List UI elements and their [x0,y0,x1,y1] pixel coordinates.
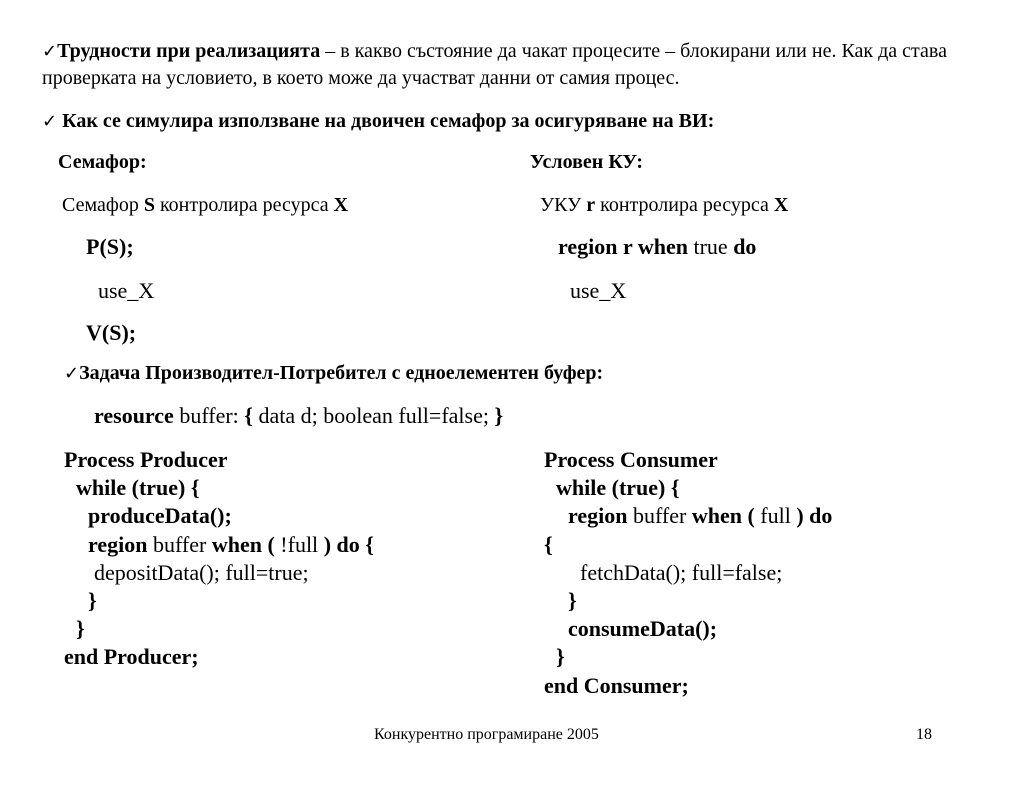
producer-line-2: while (true) { [76,475,200,501]
checkmark-icon: ✓ [64,363,80,384]
producer-line-4 [64,531,374,559]
resource-fields: data d; boolean full=false; [252,403,495,428]
semaphore-var: S [143,194,155,216]
semaphore-resource: X [333,194,349,216]
ccr-resource: X [773,194,789,216]
consumer-line-7: consumeData(); [568,616,718,642]
consumer-region-keyword: region [568,503,628,529]
consumer-line-2: while (true) { [556,475,680,501]
consumer-line-4: { [544,531,553,557]
semaphore-v-operation: V(S); [86,320,137,345]
producer-line-7: } [76,616,85,642]
consumer-line-9: end Consumer; [544,672,689,698]
consumer-line-1: Process Consumer [544,447,718,472]
semaphore-p-operation: P(S); [86,234,134,259]
producer-code [64,446,374,672]
semaphore-use: use_X [98,278,155,303]
producer-condition: !full [274,531,324,557]
ccr-region-condition: true [687,234,734,259]
semaphore-heading: Семафор: [58,151,147,173]
intro-text: – в какво състояние да чакат процесите – блокирани или не. Как да става проверката на условието, в което може да участват данни от самия процес. [42,40,947,89]
consumer-code [544,446,832,700]
checkmark-icon: ✓ [42,111,58,132]
ccr-region-keyword: region r when [558,234,688,259]
producer-region-buffer: buffer [147,531,212,557]
simulate-heading [42,110,714,133]
ccr-region-statement [558,234,756,260]
consumer-line-8: } [556,644,565,670]
resource-brace-close: } [494,403,504,428]
consumer-condition: full [754,503,797,529]
ccr-desc-mid: контролира ресурса [595,194,774,216]
semaphore-desc-mid: контролира ресурса [154,194,334,216]
ccr-var: r [586,194,596,216]
checkmark-icon: ✓ [42,41,58,62]
producer-do-keyword: ) do { [323,531,374,557]
task-heading-text: Задача Производител-Потребител с едноелементен буфер: [79,362,604,384]
ccr-description [540,194,788,217]
semaphore-description [62,194,348,217]
task-heading [64,362,603,385]
ccr-heading: Условен КУ: [530,151,643,173]
simulate-heading-text: Как се симулира използване на двоичен семафор за осигуряване на ВИ: [62,110,715,132]
consumer-line-6: } [568,587,577,613]
producer-region-keyword: region [88,531,148,557]
consumer-line-5: fetchData(); full=false; [580,559,783,585]
producer-line-1: Process Producer [64,447,228,472]
ccr-use: use_X [570,278,627,303]
semaphore-desc-pre: Семафор [62,194,144,216]
consumer-when-keyword: when ( [691,503,755,529]
resource-keyword: resource [94,403,174,428]
intro-title: Трудности при реализацията [57,40,321,62]
producer-line-8: end Producer; [64,644,199,670]
footer-page-number: 18 [916,726,932,743]
footer-course-title: Конкурентно програмиране 2005 [374,726,599,743]
consumer-region-buffer: buffer [627,503,692,529]
resource-brace-open: { [244,403,253,428]
intro-paragraph [42,38,972,92]
resource-declaration [94,403,503,429]
producer-line-6: } [88,587,97,613]
resource-name: buffer: [173,403,245,428]
producer-line-3: produceData(); [88,503,232,529]
consumer-do-keyword: ) do [796,503,833,529]
ccr-desc-pre: УКУ [540,194,587,216]
producer-when-keyword: when ( [211,531,275,557]
consumer-line-3 [544,502,832,530]
ccr-region-do: do [733,234,757,259]
producer-line-5: depositData(); full=true; [94,559,309,585]
